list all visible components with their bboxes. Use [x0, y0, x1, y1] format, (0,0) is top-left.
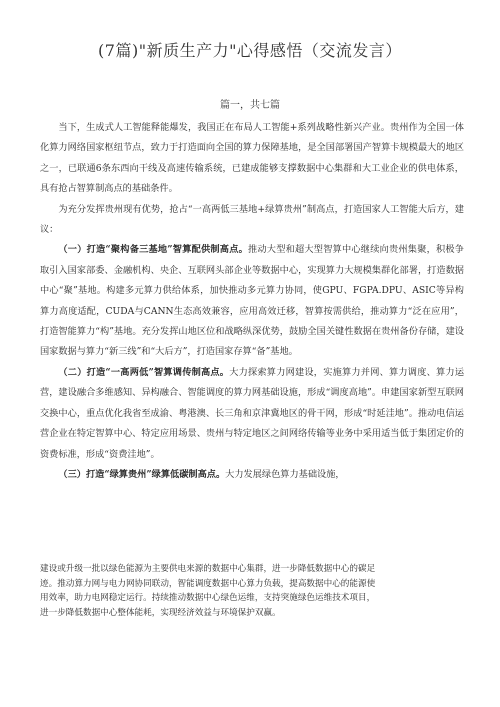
paragraph-2	[40, 200, 464, 241]
continuation-line-3: 用效率，助力电网稳定运行。持续推动数据中心绿色运维，支持突施绿色运维技术项目，	[40, 593, 376, 604]
paragraph-4	[40, 363, 464, 465]
continuation-line-2: 迹。推动算力网与电力网协同联动，智能调度数据中心算力负载，提高数据中心的能源使	[40, 578, 376, 589]
continuation-block	[40, 562, 464, 620]
paragraph-3-text: 推动大型和超大型智算中心继续向贵州集聚，积极争取引入国家部委、金融机构、央企、互联网头部企业等数据中心，实现算力大规模集群化部署，打造数据中心“聚”基地。构建多元算力供给体系，加快推动多元算力协同，使GPU、FGPA.DPU、ASIC等异构算力高度适配，CUDA与CANN生态高效兼容，应用高效迁移，智算按需供给，推动算力“泛在应用”，打造智能算力“构”基地。充分发挥山地区位和战略纵深优势，鼓励全国关键性数据在贵州备份存储，建设国家数据与算力“新三线”和“大后方”，打造国家存算“备”基地。	[40, 244, 464, 358]
continuation-line-4: 进一步降低数据中心整体能耗，实现经济效益与环境保护双赢。	[40, 607, 281, 618]
paragraph-5-text: 大力发展绿色算力基础设施，	[225, 468, 345, 480]
document-body	[40, 118, 464, 485]
paragraph-1-text: 当下，生成式人工智能释能爆发，我国正在布局人工智能+系列战略性新兴产业。贵州作为全国一体化算力网络国家枢纽节点，致力于打造面向全国的算力保障基地，是全国部署国产智算卡规模最大的地区之一，已联通6条东西向干线及高速传输系统，已建成能够支撑数据中心集群和大工业企业的供电体系，具有抢占智算制高点的基础条件。	[40, 122, 464, 195]
document-subtitle: 篇一，共七篇	[220, 100, 280, 111]
paragraph-5	[40, 465, 464, 485]
document-title: (7篇)"新质生产力"心得感悟（交流发言）	[98, 41, 402, 60]
paragraph-4-heading: （二）打造“一高两低”智算调传制高点。	[58, 366, 230, 378]
paragraph-3	[40, 240, 464, 362]
paragraph-2-text: 为充分发挥贵州现有优势，抢占“一高两低三基地+绿算贵州”制高点，打造国家人工智能大后方，建议：	[40, 203, 464, 236]
paragraph-3-heading: （一）打造“聚构备三基地”智算配供制高点。	[58, 244, 248, 256]
paragraph-5-heading: （三）打造“绿算贵州”绿算低碳制高点。	[58, 468, 226, 480]
paragraph-4-text: 大力探索算力网建设，实施算力并网、算力调度、算力运营，建设融合多维感知、异构融合、智能调度的算力网基础设施，形成“调度高地”。申建国家新型互联网交换中心，重点优化我省至成渝、粤港澳、长三角和京津冀地区的骨干网，形成“时延洼地”。推动电信运营企业在特定智算中心、特定应用场景、贵州与特定地区之间网络传输等业务中采用适当低于集团定价的资费标准，形成“资费洼地”。	[40, 366, 465, 460]
continuation-line-1: 建设或升级一批以绿色能源为主要供电来源的数据中心集群，进一步降低数据中心的碳足	[40, 564, 376, 574]
paragraph-1	[40, 118, 464, 200]
